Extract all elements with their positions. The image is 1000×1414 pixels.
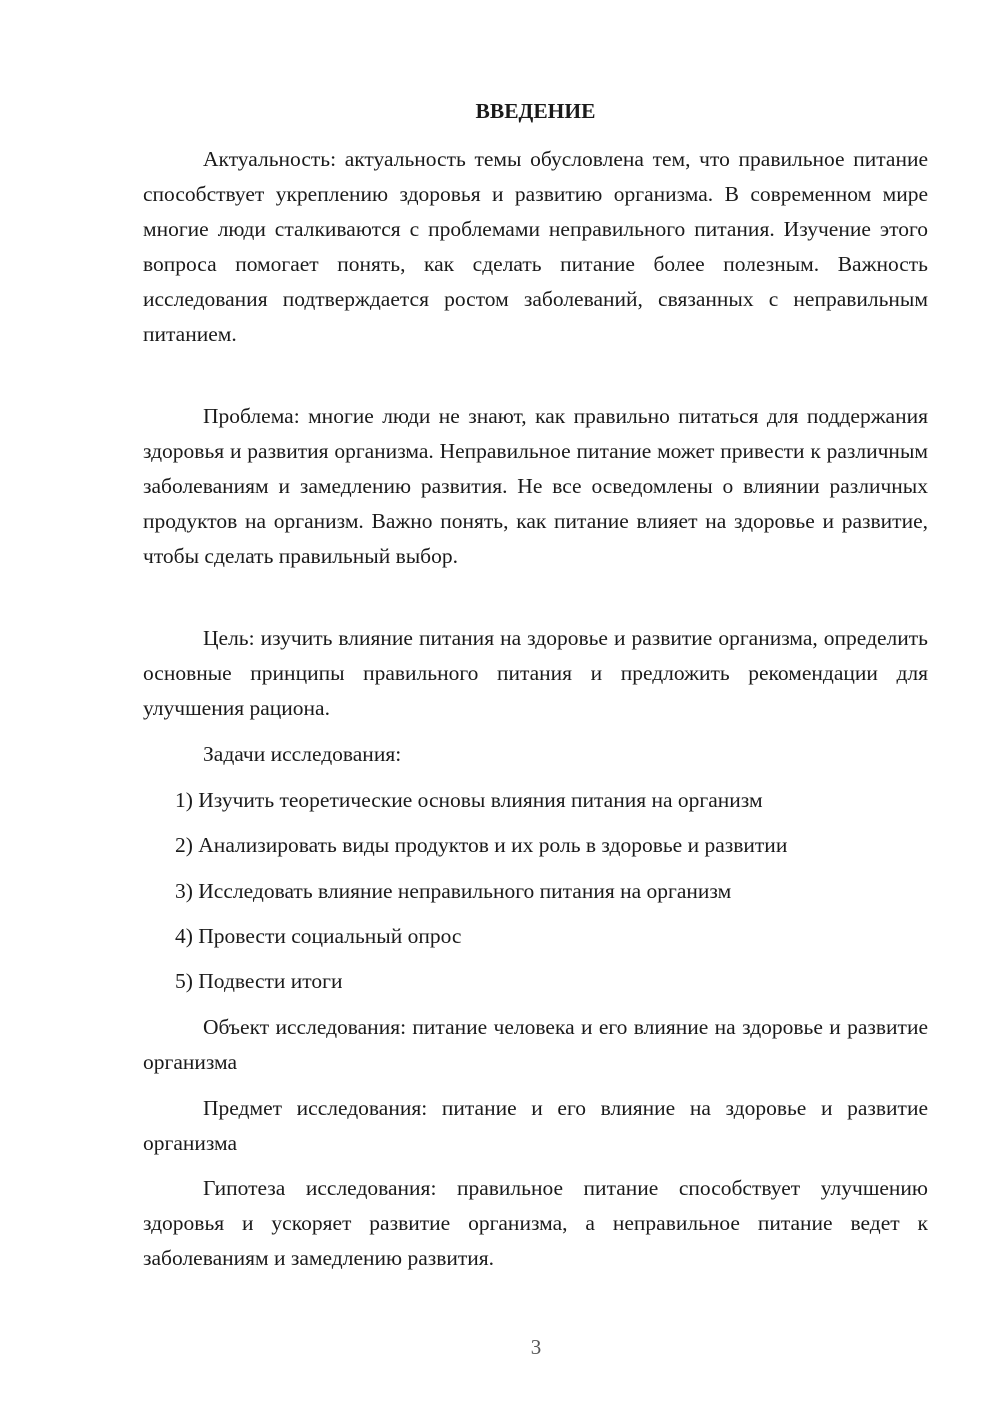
- tasks-heading: Задачи исследования:: [203, 742, 402, 766]
- goal-paragraph: Цель: изучить влияние питания на здоровье и развитие организма, определить основные принципы правильного питания и предложить рекомендации для улучшения рациона.: [143, 626, 928, 720]
- problem-paragraph: Проблема: многие люди не знают, как правильно питаться для поддержания здоровья и развития организма. Неправильное питание может привести к различным заболеваниям и замедлению развития. Не все осведомлены о влиянии различных продуктов на организм. Важно понять, как питание влияет на здоровье и развитие, чтобы сделать правильный выбор.: [143, 404, 928, 568]
- page-number: 3: [530, 1335, 542, 1359]
- hypothesis-paragraph: Гипотеза исследования: правильное питание способствует улучшению здоровья и ускоряет развитие организма, а неправильное питание ведет к заболеваниям и замедлению развития.: [143, 1176, 928, 1270]
- subject-paragraph: Предмет исследования: питание и его влияние на здоровье и развитие организма: [143, 1096, 928, 1155]
- task-item: 1) Изучить теоретические основы влияния питания на организм: [175, 788, 763, 812]
- task-item: 5) Подвести итоги: [175, 969, 343, 993]
- relevance-paragraph: Актуальность: актуальность темы обусловлена тем, что правильное питание способствует укреплению здоровья и развитию организма. В современном мире многие люди сталкиваются с проблемами неправильного питания. Изучение этого вопроса помогает понять, как сделать питание более полезным. Важность исследования подтверждается ростом заболеваний, связанных с неправильным питанием.: [143, 147, 928, 346]
- object-paragraph: Объект исследования: питание человека и его влияние на здоровье и развитие организма: [143, 1015, 928, 1074]
- task-item: 3) Исследовать влияние неправильного питания на организм: [175, 879, 732, 903]
- task-item: 2) Анализировать виды продуктов и их роль в здоровье и развитии: [175, 833, 788, 857]
- task-item: 4) Провести социальный опрос: [175, 924, 462, 948]
- section-title: ВВЕДЕНИЕ: [475, 99, 596, 123]
